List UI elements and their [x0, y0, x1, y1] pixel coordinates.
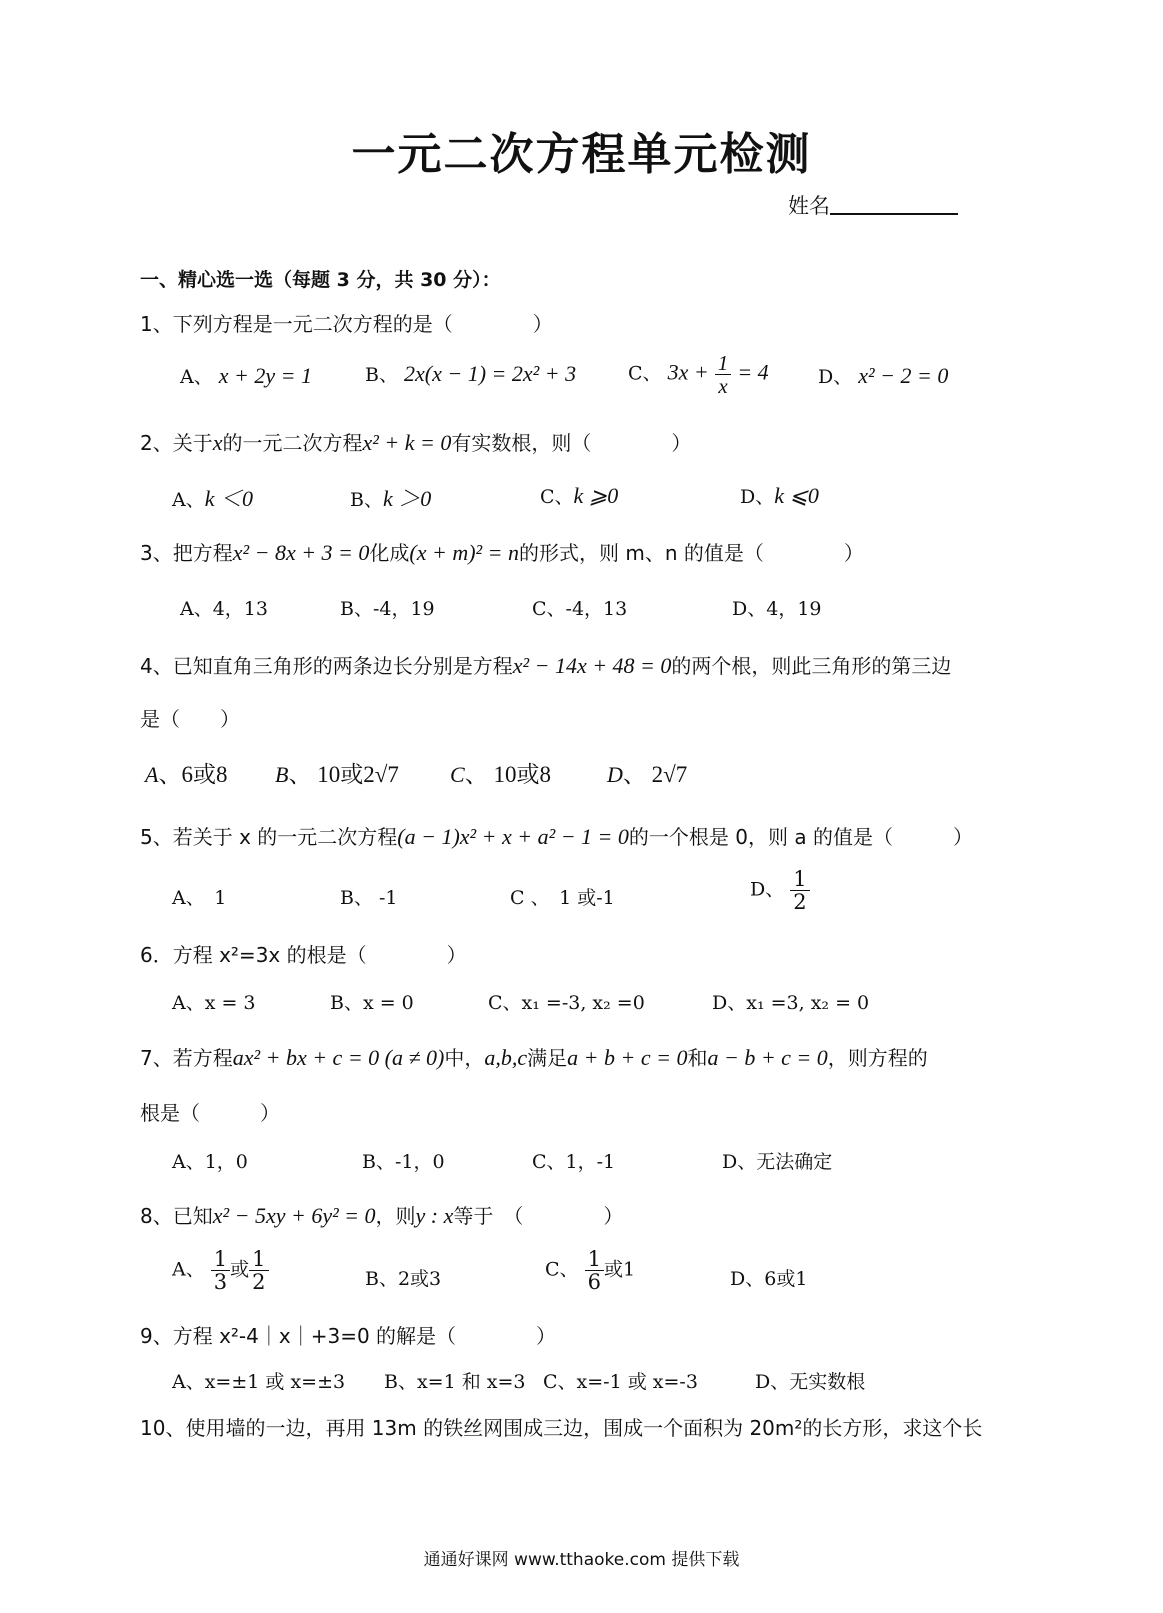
text: 中， — [444, 1046, 485, 1070]
text: 的一个根是 0，则 a 的值是（ ） — [628, 825, 973, 849]
fraction — [211, 1248, 230, 1293]
name-blank-line — [830, 213, 958, 215]
question-6-option-a: A、x = 3 — [172, 992, 256, 1014]
text: 或1 — [603, 1258, 636, 1281]
question-4-option-b — [275, 756, 399, 789]
question-1-option-a — [180, 362, 312, 389]
fraction-numerator: 1 — [211, 1248, 230, 1271]
text: ，则方程的 — [827, 1046, 928, 1070]
math: x — [212, 430, 223, 455]
text: 7、若方程 — [140, 1046, 233, 1070]
question-9-option-a: A、x=±1 或 x=±3 — [172, 1371, 346, 1393]
text: 和 — [687, 1046, 708, 1070]
text: 的形式，则 m、n 的值是（ ） — [519, 541, 864, 565]
text: 3、把方程 — [140, 541, 233, 565]
math: a − b + c = 0 — [707, 1045, 828, 1070]
question-4-option-a — [145, 756, 227, 789]
question-5-option-b: B、 -1 — [340, 887, 398, 909]
question-3-option-a: A、4，13 — [180, 598, 268, 620]
question-4-stem-line2: 是（ ） — [140, 707, 240, 731]
question-9-option-c: C、x=-1 或 x=-3 — [543, 1371, 698, 1393]
math: a,b,c — [484, 1045, 528, 1070]
page-footer: 通通好课网 www.tthaoke.com 提供下载 — [423, 1550, 740, 1570]
question-3-option-b: B、-4，19 — [340, 598, 435, 620]
option-math: x² − 2 = 0 — [858, 363, 949, 388]
question-1-option-d — [818, 362, 948, 389]
question-7-stem — [140, 1042, 928, 1071]
page-title: 一元二次方程单元检测 — [351, 129, 812, 180]
question-7-option-d: D、无法确定 — [722, 1151, 833, 1173]
option-math: x + 2y = 1 — [218, 363, 313, 388]
question-2-option-b — [350, 482, 431, 513]
name-label: 姓名 — [788, 194, 830, 218]
fraction-denominator: 6 — [587, 1270, 601, 1295]
fraction — [715, 352, 732, 397]
question-7-option-c: C、1，-1 — [532, 1151, 616, 1173]
option-math: k ⩽0 — [774, 483, 819, 508]
question-3-stem — [140, 537, 864, 566]
question-8-option-b: B、2或3 — [365, 1268, 442, 1290]
question-9-option-d: D、无实数根 — [755, 1371, 866, 1393]
question-5-option-c: C 、 1 或-1 — [510, 887, 615, 909]
question-5-option-d — [750, 868, 810, 913]
text: 的一元二次方程 — [222, 431, 363, 455]
fraction-numerator: 1 — [715, 352, 732, 375]
question-5-stem — [140, 821, 973, 850]
fraction-denominator: 2 — [793, 890, 807, 915]
math: a + b + c = 0 — [567, 1045, 688, 1070]
option-label: A、 — [172, 1258, 205, 1281]
fraction — [790, 868, 809, 913]
option-label: D、 — [818, 366, 853, 388]
option-label: B、 — [365, 364, 398, 386]
text: 有实数根，则（ ） — [451, 431, 692, 455]
question-8-option-a — [172, 1248, 269, 1293]
option-label: D — [607, 762, 623, 787]
question-8-option-c — [545, 1248, 635, 1293]
option-label: A、 — [172, 489, 205, 511]
option-math: 2x(x − 1) = 2x² + 3 — [404, 361, 577, 386]
option-text: 、6或8 — [158, 762, 228, 787]
text: 4、已知直角三角形的两条边长分别是方程 — [140, 654, 513, 678]
option-math: k ＞0 — [382, 486, 432, 511]
math: x² + k = 0 — [362, 430, 452, 455]
question-6-stem: 6．方程 x²=3x 的根是（ ） — [140, 943, 467, 967]
option-label: C、 — [540, 486, 574, 508]
fraction-numerator: 1 — [790, 868, 809, 891]
fraction-denominator: 3 — [213, 1270, 228, 1295]
math: x² − 5xy + 6y² = 0 — [212, 1203, 376, 1228]
option-label: C、 — [545, 1258, 579, 1281]
option-label: B、 — [350, 489, 383, 511]
text: 5、若关于 x 的一元二次方程 — [140, 825, 398, 849]
option-label: C、 — [628, 362, 662, 385]
option-math: k ＜0 — [204, 486, 253, 511]
text: 8、已知 — [140, 1204, 213, 1228]
question-10-stem: 10、使用墙的一边，再用 13m 的铁丝网围成三边，围成一个面积为 20m²的长方形，求这个长 — [140, 1416, 983, 1440]
option-text: 、 10或8 — [464, 762, 551, 787]
text: 2、关于 — [140, 431, 213, 455]
option-math: = 4 — [737, 359, 769, 385]
question-7-option-a: A、1，0 — [172, 1151, 248, 1173]
math: (a − 1)x² + x + a² − 1 = 0 — [397, 824, 629, 849]
question-6-option-b: B、x = 0 — [330, 992, 414, 1014]
question-2-option-c — [540, 482, 618, 509]
option-label: A — [145, 762, 159, 787]
math: y : x — [415, 1203, 454, 1228]
option-math: k ⩾0 — [573, 483, 619, 508]
question-4-option-c — [450, 756, 551, 789]
fraction-denominator: 2 — [252, 1270, 266, 1295]
text: 满足 — [527, 1046, 568, 1070]
option-label: A、 — [180, 366, 213, 388]
option-label: D、 — [750, 878, 785, 901]
question-3-option-c: C、-4，13 — [532, 598, 628, 620]
question-7-option-b: B、-1，0 — [362, 1151, 445, 1173]
question-9-option-b: B、x=1 和 x=3 — [384, 1371, 526, 1393]
question-8-option-d: D、6或1 — [730, 1268, 808, 1290]
fraction — [249, 1248, 268, 1293]
question-9-stem: 9、方程 x²-4｜x｜+3=0 的解是（ ） — [140, 1324, 557, 1348]
question-1-stem: 1、下列方程是一元二次方程的是（ ） — [140, 312, 553, 336]
option-label: C — [450, 762, 465, 787]
question-4-option-d — [607, 756, 687, 789]
question-6-option-c: C、x₁ =-3, x₂ =0 — [488, 992, 645, 1014]
fraction-denominator: x — [718, 374, 728, 399]
question-3-option-d: D、4，19 — [732, 598, 822, 620]
math: ax² + bx + c = 0 (a ≠ 0) — [232, 1045, 445, 1070]
question-2-stem — [140, 427, 691, 456]
option-math: 3x + — [667, 359, 709, 385]
fraction — [585, 1248, 604, 1293]
math: (x + m)² = n — [409, 540, 519, 565]
question-1-option-b — [365, 360, 576, 387]
question-5-option-a: A、 1 — [172, 887, 227, 909]
fraction-numerator: 1 — [249, 1248, 268, 1271]
text: ，则 — [375, 1204, 416, 1228]
math: x² − 14x + 48 = 0 — [512, 653, 672, 678]
question-2-option-a — [172, 482, 253, 513]
text: 的两个根，则此三角形的第三边 — [671, 654, 952, 678]
section-heading: 一、精心选一选（每题 3 分，共 30 分）： — [140, 269, 501, 291]
text: 化成 — [369, 541, 410, 565]
option-label: B — [275, 762, 289, 787]
question-6-option-d: D、x₁ =3, x₂ = 0 — [712, 992, 870, 1014]
option-text: 、 10或2√7 — [288, 762, 399, 787]
option-text: 、 2√7 — [622, 762, 688, 787]
question-7-stem-line2: 根是（ ） — [140, 1101, 280, 1125]
text: 等于 （ ） — [453, 1204, 624, 1228]
question-2-option-d — [740, 482, 819, 509]
question-8-stem — [140, 1200, 623, 1229]
math: x² − 8x + 3 = 0 — [232, 540, 370, 565]
fraction-numerator: 1 — [585, 1248, 604, 1271]
question-4-stem — [140, 650, 951, 679]
option-label: D、 — [740, 486, 775, 508]
question-1-option-c — [628, 352, 769, 397]
text: 或 — [230, 1258, 250, 1281]
